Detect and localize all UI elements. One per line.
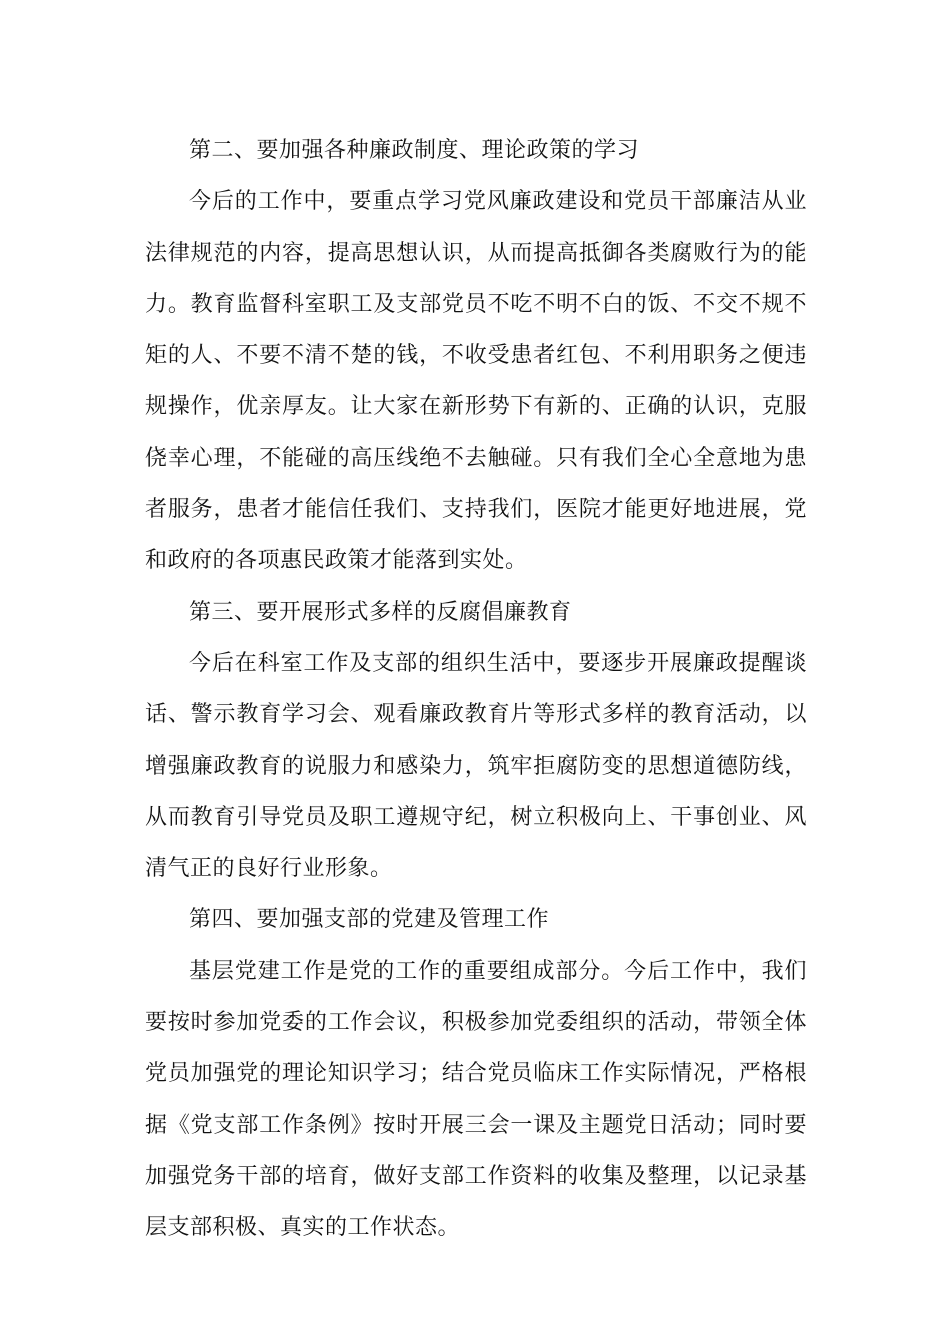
section-heading-4: 第四、要加强支部的党建及管理工作 — [189, 907, 550, 933]
section-heading-3: 第三、要开展形式多样的反腐倡廉教育 — [189, 599, 572, 625]
document-body — [145, 125, 807, 1254]
body-paragraph-2: 今后在科室工作及支部的组织生活中，要逐步开展廉政提醒谈话、警示教育学习会、观看廉政教育片等形式多样的教育活动，以增强廉政教育的说服力和感染力，筑牢拒腐防变的思想道德防线，从而教育引导党员及职工遵规守纪，树立积极向上、干事创业、风清气正的良好行业形象。 — [145, 650, 807, 882]
body-paragraph-3: 基层党建工作是党的工作的重要组成部分。今后工作中，我们要按时参加党委的工作会议，积极参加党委组织的活动，带领全体党员加强党的理论知识学习；结合党员临床工作实际情况，严格根据《党支部工作条例》按时开展三会一课及主题党日活动；同时要加强党务干部的培育，做好支部工作资料的收集及整理，以记录基层支部积极、真实的工作状态。 — [145, 958, 807, 1241]
body-paragraph-1: 今后的工作中，要重点学习党风廉政建设和党员干部廉洁从业法律规范的内容，提高思想认识，从而提高抵御各类腐败行为的能力。教育监督科室职工及支部党员不吃不明不白的饭、不交不规不矩的人、不要不清不楚的钱，不收受患者红包、不利用职务之便违规操作，优亲厚友。让大家在新形势下有新的、正确的认识，克服侥幸心理，不能碰的高压线绝不去触碰。只有我们全心全意地为患者服务，患者才能信任我们、支持我们，医院才能更好地进展，党和政府的各项惠民政策才能落到实处。 — [145, 189, 807, 574]
section-heading-2: 第二、要加强各种廉政制度、理论政策的学习 — [189, 138, 640, 163]
